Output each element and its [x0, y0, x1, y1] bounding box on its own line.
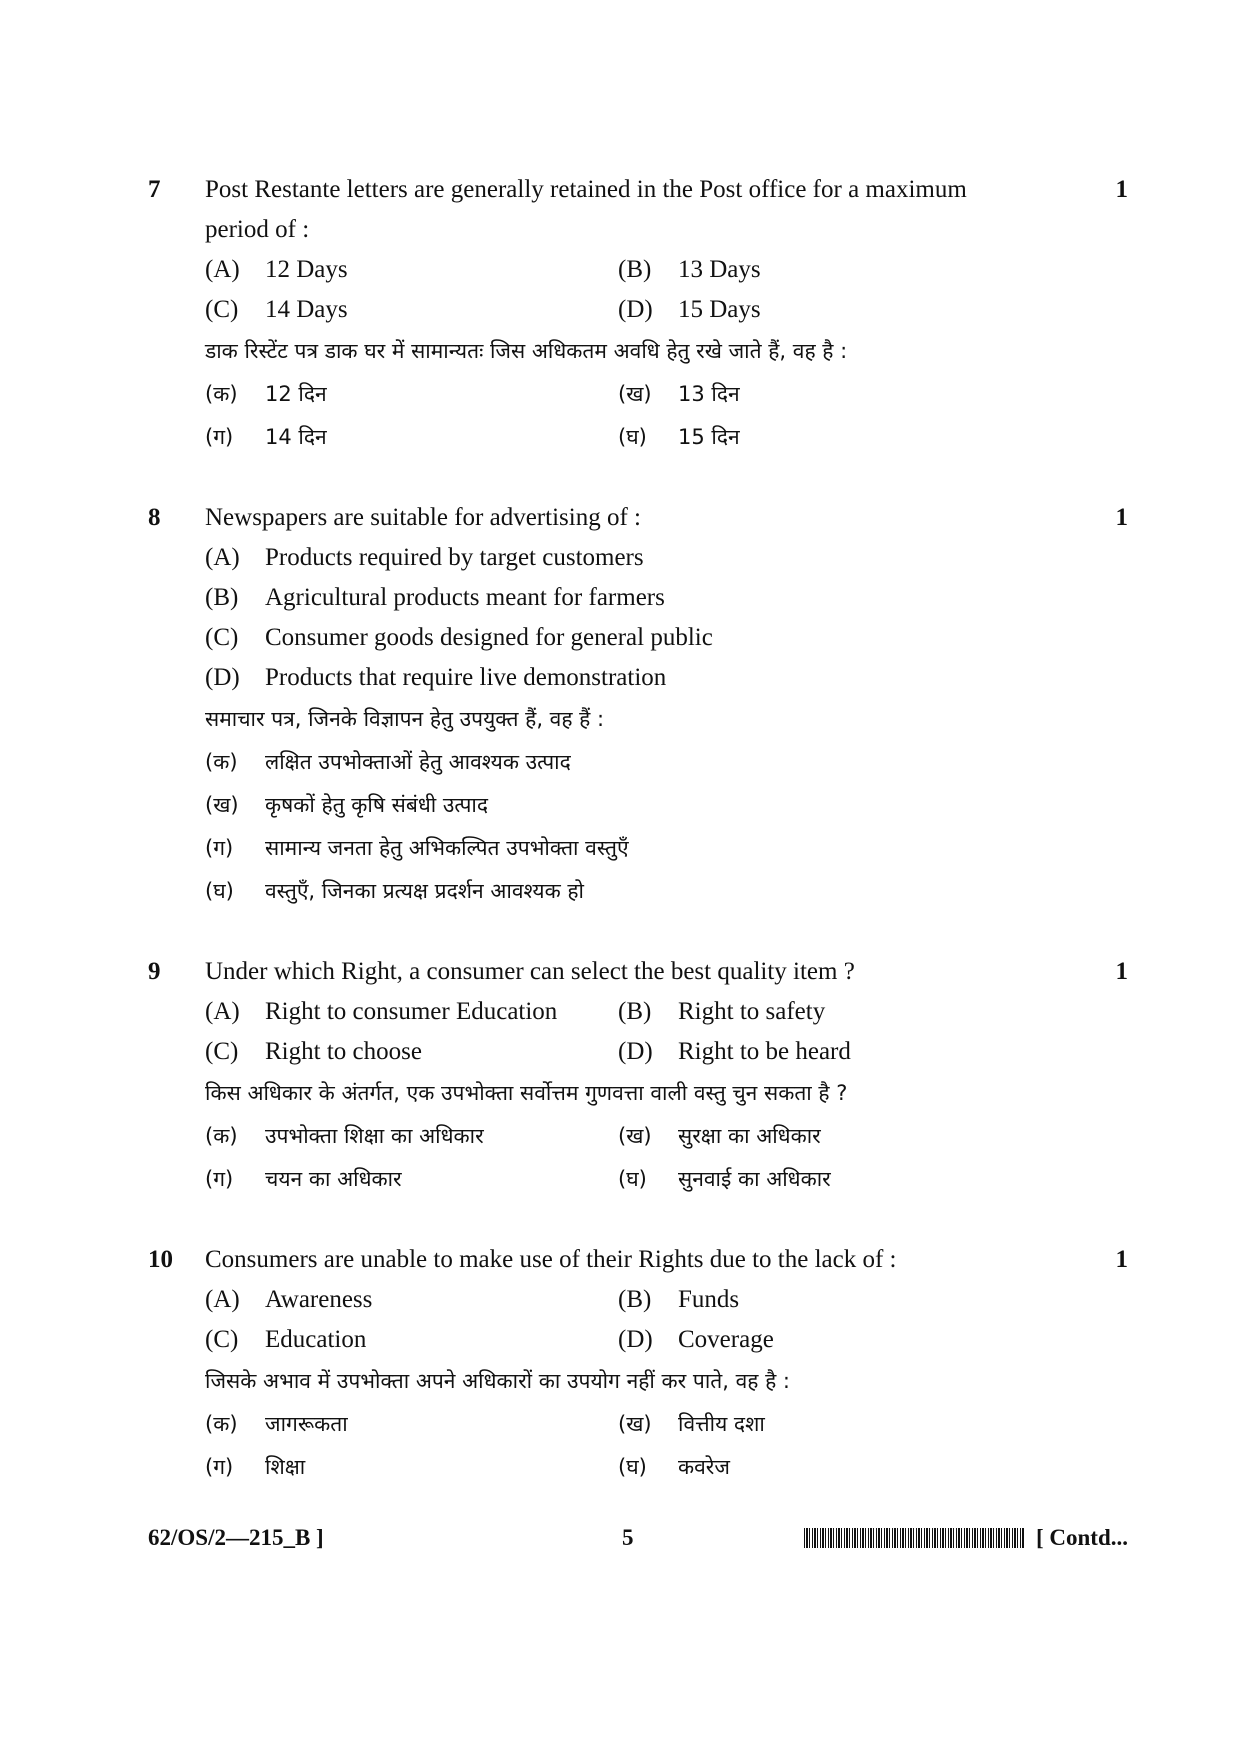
option-label: (A)	[205, 998, 240, 1025]
option	[205, 290, 618, 330]
option-label: (ख)	[205, 793, 239, 817]
option-label: (घ)	[618, 425, 647, 449]
option-label: (ख)	[618, 1412, 652, 1436]
option-label: (ख)	[618, 1124, 652, 1148]
option-label: (B)	[618, 256, 652, 283]
option-label: (C)	[205, 1326, 239, 1353]
option-label: (C)	[205, 296, 239, 323]
option-text: सामान्य जनता हेतु अभिकल्पित उपभोक्ता वस्तुएँ	[265, 836, 629, 860]
option-text: Right to be heard	[678, 1038, 851, 1065]
english-options	[205, 992, 1080, 1072]
option-label: (क)	[205, 1124, 238, 1148]
option	[205, 658, 1080, 698]
option	[205, 1320, 618, 1360]
question-marks: 1	[1115, 1246, 1128, 1273]
option-text: वित्तीय दशा	[678, 1412, 765, 1436]
option-label: (D)	[618, 1038, 653, 1065]
hindi-options	[205, 1115, 1080, 1201]
page-number: 5	[622, 1525, 634, 1550]
option	[205, 1115, 618, 1158]
question-marks: 1	[1115, 958, 1128, 985]
option	[205, 1280, 618, 1320]
hindi-options	[205, 1403, 1080, 1489]
option-label: (घ)	[618, 1455, 647, 1479]
option-text: Coverage	[678, 1326, 774, 1353]
english-options	[205, 538, 1080, 698]
option-label: (A)	[205, 256, 240, 283]
page-footer	[148, 1518, 1128, 1558]
option	[205, 578, 1080, 618]
option-label: (C)	[205, 624, 239, 651]
option	[205, 1403, 618, 1446]
hindi-options	[205, 373, 1080, 459]
option	[618, 1158, 1031, 1201]
option-label: (ग)	[205, 425, 234, 449]
hindi-question-text: डाक रिस्टेंट पत्र डाक घर में सामान्यतः जिस अधिकतम अवधि हेतु रखे जाते हैं, वह है :	[205, 339, 848, 363]
option-label: (B)	[205, 584, 239, 611]
option-text: लक्षित उपभोक्ताओं हेतु आवश्यक उत्पाद	[265, 750, 571, 774]
option-text: 14 दिन	[265, 425, 327, 449]
option	[205, 1158, 618, 1201]
option-label: (A)	[205, 544, 240, 571]
question-marks: 1	[1115, 504, 1128, 531]
option-label: (ग)	[205, 836, 234, 860]
option	[618, 1320, 1031, 1360]
option	[618, 373, 1031, 416]
hindi-options	[205, 741, 1080, 913]
option	[205, 1446, 618, 1489]
option-label: (C)	[205, 1038, 239, 1065]
question-number: 8	[148, 504, 161, 531]
paper-code: 62/OS/2—215_B ]	[148, 1525, 324, 1550]
option-text: 15 दिन	[678, 425, 740, 449]
option-label: (ग)	[205, 1167, 234, 1191]
option	[618, 416, 1031, 459]
question-text-line: Under which Right, a consumer can select the best quality item ?	[205, 958, 855, 985]
option-text: उपभोक्ता शिक्षा का अधिकार	[265, 1124, 484, 1148]
option	[205, 618, 1080, 658]
continued-label: [ Contd...	[1035, 1525, 1128, 1550]
option	[618, 992, 1031, 1032]
question-7	[148, 170, 1128, 459]
option-text: कृषकों हेतु कृषि संबंधी उत्पाद	[265, 793, 488, 817]
option-text: 14 Days	[265, 296, 348, 323]
option-label: (ग)	[205, 1455, 234, 1479]
option	[618, 250, 1031, 290]
hindi-question-text: किस अधिकार के अंतर्गत, एक उपभोक्ता सर्वोत्तम गुणवत्ता वाली वस्तु चुन सकता है ?	[205, 1081, 848, 1105]
option	[618, 1280, 1031, 1320]
option-label: (क)	[205, 1412, 238, 1436]
option-label: (B)	[618, 1286, 652, 1313]
question-text-line: period of :	[205, 216, 310, 243]
option-label: (घ)	[618, 1167, 647, 1191]
question-marks: 1	[1115, 176, 1128, 203]
option	[205, 784, 1080, 827]
option-text: Right to consumer Education	[265, 998, 558, 1025]
option-text: Products required by target customers	[265, 544, 644, 571]
option-text: Funds	[678, 1286, 740, 1313]
option	[205, 416, 618, 459]
question-text-line: Post Restante letters are generally retained in the Post office for a maximum	[205, 176, 967, 203]
question-number: 10	[148, 1246, 173, 1273]
english-options	[205, 1280, 1080, 1360]
option	[205, 250, 618, 290]
question-number: 7	[148, 176, 161, 203]
barcode-icon	[804, 1528, 1024, 1548]
option-label: (क)	[205, 382, 238, 406]
option-label: (क)	[205, 750, 238, 774]
option-text: Right to safety	[678, 998, 826, 1025]
option-text: वस्तुएँ, जिनका प्रत्यक्ष प्रदर्शन आवश्यक हो	[265, 879, 584, 903]
question-9	[148, 952, 1128, 1201]
option	[205, 992, 618, 1032]
option-label: (D)	[618, 296, 653, 323]
question-text-line: Consumers are unable to make use of their Rights due to the lack of :	[205, 1246, 897, 1273]
option-text: Consumer goods designed for general public	[265, 624, 713, 651]
hindi-question-text: जिसके अभाव में उपभोक्ता अपने अधिकारों का उपयोग नहीं कर पाते, वह है :	[205, 1369, 790, 1393]
option	[205, 827, 1080, 870]
option-text: सुरक्षा का अधिकार	[678, 1124, 821, 1148]
question-10	[148, 1240, 1128, 1489]
option-label: (D)	[618, 1326, 653, 1353]
option-label: (ख)	[618, 382, 652, 406]
option	[205, 373, 618, 416]
option-text: 12 दिन	[265, 382, 327, 406]
option-text: शिक्षा	[265, 1455, 306, 1479]
option	[618, 1032, 1031, 1072]
option-label: (A)	[205, 1286, 240, 1313]
question-8	[148, 498, 1128, 913]
option-text: चयन का अधिकार	[265, 1167, 402, 1191]
option	[205, 1032, 618, 1072]
option-label: (घ)	[205, 879, 234, 903]
question-number: 9	[148, 958, 161, 985]
option	[205, 870, 1080, 913]
footer-right	[804, 1518, 1128, 1558]
option-text: Education	[265, 1326, 367, 1353]
option-text: 13 Days	[678, 256, 761, 283]
option-text: कवरेज	[678, 1455, 730, 1479]
option-text: जागरूकता	[265, 1412, 348, 1436]
option-label: (D)	[205, 664, 240, 691]
option-text: सुनवाई का अधिकार	[678, 1167, 831, 1191]
option-text: Awareness	[265, 1286, 373, 1313]
option	[618, 1403, 1031, 1446]
option-text: Right to choose	[265, 1038, 422, 1065]
option-label: (B)	[618, 998, 652, 1025]
option	[618, 1115, 1031, 1158]
option-text: 13 दिन	[678, 382, 740, 406]
option	[205, 741, 1080, 784]
option-text: 12 Days	[265, 256, 348, 283]
option-text: 15 Days	[678, 296, 761, 323]
option	[618, 290, 1031, 330]
option	[205, 538, 1080, 578]
option	[618, 1446, 1031, 1489]
option-text: Agricultural products meant for farmers	[265, 584, 665, 611]
english-options	[205, 250, 1080, 330]
option-text: Products that require live demonstration	[265, 664, 667, 691]
question-text-line: Newspapers are suitable for advertising of :	[205, 504, 641, 531]
hindi-question-text: समाचार पत्र, जिनके विज्ञापन हेतु उपयुक्त हैं, वह हैं :	[205, 707, 605, 731]
